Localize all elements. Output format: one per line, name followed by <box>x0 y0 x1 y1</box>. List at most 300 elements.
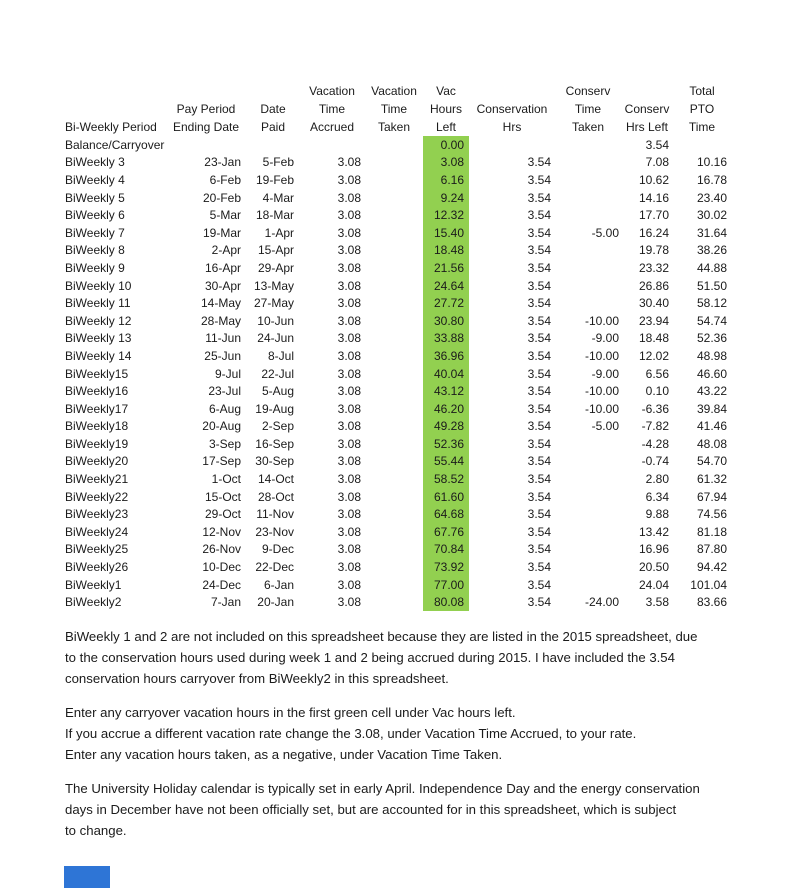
conserv-time-taken-cell <box>555 294 621 312</box>
biweekly-period-cell: BiWeekly 7 <box>65 225 125 240</box>
note-line: to change. <box>65 823 127 838</box>
conservation-hrs-cell: 3.54 <box>527 436 551 451</box>
conserv-hrs-left-cell: 23.94 <box>638 313 669 328</box>
date-paid-cell: 15-Apr <box>257 243 294 258</box>
vacation-time-taken-cell <box>365 171 423 189</box>
vac-hours-left-cell[interactable]: 58.52 <box>423 470 469 488</box>
table-row <box>65 576 731 594</box>
vacation-time-accrued-cell: 3.08 <box>337 296 361 311</box>
total-pto-time-cell: 30.02 <box>696 208 727 223</box>
vacation-time-accrued-cell: 3.08 <box>337 595 361 610</box>
biweekly-period-cell: BiWeekly26 <box>65 560 129 575</box>
header-cell: Left <box>435 120 456 134</box>
pay-period-ending-date-cell: 3-Sep <box>208 436 241 451</box>
biweekly-period-cell: BiWeekly 12 <box>65 313 132 328</box>
vacation-time-accrued-cell: 3.08 <box>337 348 361 363</box>
header-cell <box>65 82 165 100</box>
conserv-hrs-left-cell: 26.86 <box>638 278 669 293</box>
header-cell <box>165 82 247 100</box>
date-paid-cell: 16-Sep <box>255 436 294 451</box>
vac-hours-left-cell[interactable]: 70.84 <box>423 541 469 559</box>
conserv-time-taken-cell <box>555 259 621 277</box>
note-line: If you accrue a different vacation rate change the 3.08, under Vacation Time Accrued, to your rate. <box>65 726 637 741</box>
vac-hours-left-cell[interactable]: 21.56 <box>423 259 469 277</box>
vac-hours-left-cell[interactable]: 18.48 <box>423 242 469 260</box>
header-cell: Hrs Left <box>625 120 668 134</box>
vacation-time-taken-cell <box>365 330 423 348</box>
conserv-hrs-left-cell: -7.82 <box>641 419 669 434</box>
conserv-time-taken-cell <box>555 277 621 295</box>
header-cell: Conserv <box>565 84 611 98</box>
total-pto-time-cell: 38.26 <box>696 243 727 258</box>
date-paid-cell: 19-Aug <box>255 401 294 416</box>
header-cell: Ending Date <box>172 120 240 134</box>
conservation-hrs-cell <box>469 136 555 154</box>
vac-hours-left-cell[interactable]: 67.76 <box>423 523 469 541</box>
conserv-time-taken-cell <box>555 435 621 453</box>
pay-period-ending-date-cell: 17-Sep <box>202 454 241 469</box>
vac-hours-left-cell[interactable]: 33.88 <box>423 330 469 348</box>
conserv-hrs-left-cell: 30.40 <box>638 296 669 311</box>
vac-hours-left-cell[interactable]: 55.44 <box>423 453 469 471</box>
notes-paragraph-holiday-calendar <box>65 778 745 841</box>
total-pto-time-cell: 44.88 <box>696 260 727 275</box>
date-paid-cell: 27-May <box>253 296 294 311</box>
note-line: BiWeekly 1 and 2 are not included on this spreadsheet because they are listed in the 2015 spreadsheet, due <box>65 629 698 644</box>
vacation-time-taken-cell <box>365 224 423 242</box>
conserv-time-taken-cell <box>555 470 621 488</box>
header-cell <box>621 82 673 100</box>
table-row <box>65 453 731 471</box>
vacation-time-taken-cell <box>365 365 423 383</box>
conserv-time-taken-cell: -10.00 <box>584 313 619 328</box>
conserv-hrs-left-cell: 23.32 <box>638 260 669 275</box>
conserv-time-taken-cell: -10.00 <box>584 401 619 416</box>
vac-hours-left-cell[interactable]: 36.96 <box>423 347 469 365</box>
vacation-time-taken-cell <box>365 593 423 611</box>
notes-paragraph-carryover <box>65 626 745 689</box>
conserv-hrs-left-cell: 6.34 <box>645 489 669 504</box>
table-row <box>65 365 731 383</box>
vacation-time-accrued-cell: 3.08 <box>337 419 361 434</box>
date-paid-cell: 5-Feb <box>262 155 294 170</box>
vac-hours-left-cell[interactable]: 6.16 <box>423 171 469 189</box>
biweekly-period-cell: BiWeekly 9 <box>65 260 125 275</box>
vacation-time-taken-cell <box>365 470 423 488</box>
header-cell <box>247 82 299 100</box>
vacation-time-taken-cell <box>365 435 423 453</box>
table-row <box>65 136 731 154</box>
vac-hours-left-cell[interactable]: 80.08 <box>423 593 469 611</box>
conserv-time-taken-cell: -24.00 <box>584 595 619 610</box>
total-pto-time-cell: 87.80 <box>696 542 727 557</box>
header-row-1 <box>65 82 731 100</box>
vac-hours-left-cell[interactable]: 49.28 <box>423 418 469 436</box>
conserv-time-taken-cell <box>555 136 621 154</box>
biweekly-period-cell: BiWeekly 8 <box>65 243 125 258</box>
vacation-time-taken-cell <box>365 242 423 260</box>
date-paid-cell: 18-Mar <box>255 208 294 223</box>
table-row <box>65 189 731 207</box>
conserv-time-taken-cell <box>555 505 621 523</box>
pay-period-ending-date-cell: 28-May <box>200 313 241 328</box>
total-pto-time-cell: 48.98 <box>696 348 727 363</box>
table-row <box>65 488 731 506</box>
vac-hours-left-cell[interactable]: 64.68 <box>423 505 469 523</box>
vacation-time-accrued-cell: 3.08 <box>337 243 361 258</box>
biweekly-period-cell: BiWeekly21 <box>65 472 129 487</box>
note-line: to the conservation hours used during week 1 and 2 being accrued during 2015. I have included the 3.54 <box>65 650 675 665</box>
vacation-time-accrued-cell: 3.08 <box>337 472 361 487</box>
pay-period-ending-date-cell: 23-Jul <box>208 384 241 399</box>
pay-period-ending-date-cell: 11-Jun <box>205 331 241 346</box>
total-pto-time-cell: 52.36 <box>696 331 727 346</box>
pay-period-ending-date-cell <box>165 136 247 154</box>
vacation-time-taken-cell <box>365 294 423 312</box>
total-pto-time-cell: 41.46 <box>696 419 727 434</box>
vac-hours-left-cell[interactable]: 43.12 <box>423 382 469 400</box>
pay-period-ending-date-cell: 5-Mar <box>209 208 241 223</box>
conserv-hrs-left-cell: 0.10 <box>645 384 669 399</box>
table-row <box>65 347 731 365</box>
total-pto-time-cell: 94.42 <box>696 560 727 575</box>
pay-period-ending-date-cell: 23-Jan <box>204 155 241 170</box>
pay-period-ending-date-cell: 10-Dec <box>202 560 241 575</box>
conserv-time-taken-cell <box>555 558 621 576</box>
note-line: Enter any vacation hours taken, as a negative, under Vacation Time Taken. <box>65 747 503 762</box>
conserv-time-taken-cell: -9.00 <box>591 366 619 381</box>
vacation-time-taken-cell <box>365 558 423 576</box>
vac-hours-left-cell[interactable]: 40.04 <box>423 365 469 383</box>
conservation-hrs-cell: 3.54 <box>527 296 551 311</box>
conserv-hrs-left-cell: 17.70 <box>638 208 669 223</box>
conserv-hrs-left-cell: -4.28 <box>641 436 669 451</box>
header-cell: Time <box>688 120 716 134</box>
vacation-time-taken-cell <box>365 418 423 436</box>
vac-hours-left-cell[interactable]: 0.00 <box>423 136 469 154</box>
biweekly-period-cell: Balance/Carryover <box>65 137 165 152</box>
vacation-time-accrued-cell: 3.08 <box>337 560 361 575</box>
table-row <box>65 541 731 559</box>
conserv-hrs-left-cell: 9.88 <box>645 507 669 522</box>
header-cell: Time <box>380 102 408 116</box>
vacation-time-accrued-cell: 3.08 <box>337 577 361 592</box>
conservation-hrs-cell: 3.54 <box>527 278 551 293</box>
vac-hours-left-cell[interactable]: 15.40 <box>423 224 469 242</box>
table-row <box>65 382 731 400</box>
vacation-time-accrued-cell: 3.08 <box>337 313 361 328</box>
conservation-hrs-cell: 3.54 <box>527 243 551 258</box>
table-row <box>65 242 731 260</box>
pay-period-ending-date-cell: 1-Oct <box>211 472 241 487</box>
blue-tab-marker <box>64 866 110 888</box>
conserv-hrs-left-cell: 19.78 <box>638 243 669 258</box>
biweekly-period-cell: BiWeekly24 <box>65 524 129 539</box>
vacation-time-taken-cell <box>365 259 423 277</box>
header-cell: Vac <box>436 84 456 98</box>
vacation-time-accrued-cell: 3.08 <box>337 208 361 223</box>
table-row <box>65 435 731 453</box>
date-paid-cell: 28-Oct <box>257 489 294 504</box>
note-line: The University Holiday calendar is typically set in early April. Independence Day and the energy conservation <box>65 781 700 796</box>
vac-hours-left-cell[interactable]: 12.32 <box>423 206 469 224</box>
conserv-hrs-left-cell: -0.74 <box>641 454 669 469</box>
conservation-hrs-cell: 3.54 <box>527 172 551 187</box>
table-row <box>65 400 731 418</box>
conserv-time-taken-cell <box>555 576 621 594</box>
biweekly-period-cell: BiWeekly1 <box>65 577 122 592</box>
biweekly-period-cell: BiWeekly 13 <box>65 331 132 346</box>
conservation-hrs-cell: 3.54 <box>527 542 551 557</box>
date-paid-cell: 9-Dec <box>261 542 294 557</box>
header-cell: Hours <box>429 102 462 116</box>
header-cell: Taken <box>377 120 411 134</box>
note-line: Enter any carryover vacation hours in the first green cell under Vac hours left. <box>65 705 516 720</box>
header-cell: PTO <box>689 102 715 116</box>
biweekly-period-cell: BiWeekly2 <box>65 595 122 610</box>
pay-period-ending-date-cell: 19-Mar <box>202 225 241 240</box>
header-cell: Total <box>689 84 715 98</box>
date-paid-cell: 29-Apr <box>257 260 294 275</box>
date-paid-cell <box>247 136 299 154</box>
conservation-hrs-cell: 3.54 <box>527 331 551 346</box>
conserv-time-taken-cell: -10.00 <box>584 384 619 399</box>
conservation-hrs-cell: 3.54 <box>527 348 551 363</box>
table-header <box>65 82 731 136</box>
biweekly-period-cell: BiWeekly20 <box>65 454 129 469</box>
vacation-time-taken-cell <box>365 382 423 400</box>
biweekly-period-cell: BiWeekly23 <box>65 507 129 522</box>
table-row <box>65 505 731 523</box>
vacation-time-taken-cell <box>365 523 423 541</box>
header-row-3 <box>65 118 731 136</box>
date-paid-cell: 22-Dec <box>255 560 294 575</box>
vacation-time-accrued-cell: 3.08 <box>337 507 361 522</box>
vac-hours-left-cell[interactable]: 77.00 <box>423 576 469 594</box>
pay-period-ending-date-cell: 30-Apr <box>204 278 241 293</box>
date-paid-cell: 14-Oct <box>257 472 294 487</box>
total-pto-time-cell: 54.70 <box>696 454 727 469</box>
conserv-hrs-left-cell: 6.56 <box>645 366 669 381</box>
vacation-time-accrued-cell: 3.08 <box>337 454 361 469</box>
conservation-hrs-cell: 3.54 <box>527 489 551 504</box>
biweekly-period-cell: BiWeekly 11 <box>65 296 131 311</box>
date-paid-cell: 11-Nov <box>256 507 294 522</box>
total-pto-time-cell: 46.60 <box>696 366 727 381</box>
conserv-hrs-left-cell: 3.58 <box>645 595 669 610</box>
conserv-time-taken-cell <box>555 541 621 559</box>
header-cell: Time <box>574 102 602 116</box>
total-pto-time-cell: 43.22 <box>696 384 727 399</box>
conservation-hrs-cell: 3.54 <box>527 401 551 416</box>
header-cell: Taken <box>571 120 605 134</box>
date-paid-cell: 1-Apr <box>264 225 294 240</box>
biweekly-period-cell: BiWeekly 10 <box>65 278 132 293</box>
vac-hours-left-cell[interactable]: 73.92 <box>423 558 469 576</box>
conserv-time-taken-cell: -5.00 <box>591 225 619 240</box>
notes-paragraph-instructions <box>65 702 745 765</box>
vac-hours-left-cell[interactable]: 46.20 <box>423 400 469 418</box>
pay-period-ending-date-cell: 25-Jun <box>204 348 241 363</box>
conserv-hrs-left-cell: 12.02 <box>638 348 669 363</box>
vacation-time-taken-cell <box>365 505 423 523</box>
header-row-2 <box>65 100 731 118</box>
table-body <box>65 136 731 611</box>
biweekly-period-cell: BiWeekly25 <box>65 542 129 557</box>
conservation-hrs-cell: 3.54 <box>527 454 551 469</box>
conserv-hrs-left-cell: 24.04 <box>638 577 669 592</box>
conserv-hrs-left-cell: 3.54 <box>645 137 669 152</box>
table-row <box>65 470 731 488</box>
table-row <box>65 259 731 277</box>
total-pto-time-cell: 67.94 <box>696 489 727 504</box>
header-cell: Pay Period <box>176 102 236 116</box>
vacation-time-accrued-cell: 3.08 <box>337 260 361 275</box>
vacation-time-accrued-cell: 3.08 <box>337 524 361 539</box>
header-cell: Hrs <box>502 120 522 134</box>
pay-period-ending-date-cell: 16-Apr <box>204 260 241 275</box>
conserv-time-taken-cell <box>555 453 621 471</box>
date-paid-cell: 13-May <box>253 278 294 293</box>
table-row <box>65 523 731 541</box>
total-pto-time-cell: 39.84 <box>696 401 727 416</box>
conserv-hrs-left-cell: 7.08 <box>645 155 669 170</box>
table-row <box>65 171 731 189</box>
conserv-hrs-left-cell: -6.36 <box>641 401 669 416</box>
total-pto-time-cell: 48.08 <box>696 436 727 451</box>
conservation-hrs-cell: 3.54 <box>527 507 551 522</box>
conserv-time-taken-cell <box>555 154 621 172</box>
vac-hours-left-cell[interactable]: 61.60 <box>423 488 469 506</box>
header-cell: Accrued <box>309 120 355 134</box>
total-pto-time-cell: 51.50 <box>696 278 727 293</box>
vac-hours-left-cell[interactable]: 24.64 <box>423 277 469 295</box>
vacation-time-taken-cell <box>365 154 423 172</box>
conserv-time-taken-cell <box>555 171 621 189</box>
conserv-hrs-left-cell: 18.48 <box>638 331 669 346</box>
vacation-time-accrued-cell: 3.08 <box>337 366 361 381</box>
vacation-time-accrued-cell: 3.08 <box>337 225 361 240</box>
biweekly-period-cell: BiWeekly 6 <box>65 208 125 223</box>
biweekly-period-cell: BiWeekly 14 <box>65 348 132 363</box>
conservation-hrs-cell: 3.54 <box>527 366 551 381</box>
pay-period-ending-date-cell: 29-Oct <box>204 507 241 522</box>
conserv-time-taken-cell: -10.00 <box>584 348 619 363</box>
pay-period-ending-date-cell: 26-Nov <box>202 542 241 557</box>
header-cell: Paid <box>260 120 286 134</box>
table-row <box>65 312 731 330</box>
note-line: days in December have not been officially set, but are accounted for in this spreadsheet, which is subject <box>65 802 677 817</box>
conserv-time-taken-cell <box>555 189 621 207</box>
conserv-hrs-left-cell: 10.62 <box>638 172 669 187</box>
conservation-hrs-cell: 3.54 <box>527 595 551 610</box>
pto-tracking-table <box>65 82 731 611</box>
pay-period-ending-date-cell: 24-Dec <box>202 577 241 592</box>
conservation-hrs-cell: 3.54 <box>527 155 551 170</box>
vacation-time-taken-cell <box>365 576 423 594</box>
conservation-hrs-cell: 3.54 <box>527 419 551 434</box>
date-paid-cell: 6-Jan <box>263 577 294 592</box>
vacation-time-accrued-cell: 3.08 <box>337 401 361 416</box>
conserv-hrs-left-cell: 2.80 <box>645 472 669 487</box>
conserv-hrs-left-cell: 16.24 <box>638 225 669 240</box>
vacation-time-accrued-cell: 3.08 <box>337 436 361 451</box>
total-pto-time-cell: 101.04 <box>690 577 727 592</box>
biweekly-period-cell: BiWeekly 5 <box>65 190 125 205</box>
pay-period-ending-date-cell: 7-Jan <box>210 595 241 610</box>
pay-period-ending-date-cell: 6-Feb <box>209 172 241 187</box>
vacation-time-taken-cell <box>365 189 423 207</box>
pay-period-ending-date-cell: 20-Feb <box>202 190 241 205</box>
total-pto-time-cell: 81.18 <box>696 524 727 539</box>
vacation-time-taken-cell <box>365 136 423 154</box>
conserv-hrs-left-cell: 13.42 <box>638 524 669 539</box>
table-row <box>65 154 731 172</box>
vacation-time-taken-cell <box>365 400 423 418</box>
header-cell: Vacation <box>309 84 355 98</box>
vacation-time-accrued-cell: 3.08 <box>337 190 361 205</box>
vacation-time-accrued-cell: 3.08 <box>337 172 361 187</box>
biweekly-period-cell: BiWeekly17 <box>65 401 129 416</box>
conserv-time-taken-cell <box>555 488 621 506</box>
vacation-time-taken-cell <box>365 206 423 224</box>
date-paid-cell: 24-Jun <box>257 331 294 346</box>
date-paid-cell: 8-Jul <box>267 348 294 363</box>
conserv-hrs-left-cell: 20.50 <box>638 560 669 575</box>
vacation-time-accrued-cell: 3.08 <box>337 155 361 170</box>
header-cell: Bi-Weekly Period <box>65 120 157 134</box>
total-pto-time-cell: 23.40 <box>696 190 727 205</box>
vacation-time-taken-cell <box>365 541 423 559</box>
conservation-hrs-cell: 3.54 <box>527 577 551 592</box>
vac-hours-left-cell[interactable]: 3.08 <box>423 154 469 172</box>
conserv-time-taken-cell: -5.00 <box>591 419 619 434</box>
header-cell <box>65 100 165 118</box>
date-paid-cell: 22-Jul <box>261 366 294 381</box>
vacation-time-taken-cell <box>365 277 423 295</box>
total-pto-time-cell: 54.74 <box>696 313 727 328</box>
date-paid-cell: 4-Mar <box>262 190 294 205</box>
biweekly-period-cell: BiWeekly22 <box>65 489 129 504</box>
vac-hours-left-cell[interactable]: 30.80 <box>423 312 469 330</box>
vacation-time-taken-cell <box>365 488 423 506</box>
vac-hours-left-cell[interactable]: 9.24 <box>423 189 469 207</box>
biweekly-period-cell: BiWeekly 4 <box>65 172 125 187</box>
conservation-hrs-cell: 3.54 <box>527 225 551 240</box>
table-row <box>65 206 731 224</box>
vacation-time-taken-cell <box>365 347 423 365</box>
vacation-time-accrued-cell: 3.08 <box>337 384 361 399</box>
vac-hours-left-cell[interactable]: 52.36 <box>423 435 469 453</box>
date-paid-cell: 2-Sep <box>261 419 294 434</box>
header-cell: Date <box>260 102 286 116</box>
table-row <box>65 593 731 611</box>
note-line: conservation hours carryover from BiWeekly2 in this spreadsheet. <box>65 671 449 686</box>
vacation-time-accrued-cell: 3.08 <box>337 542 361 557</box>
notes-section <box>65 626 745 854</box>
table-row <box>65 558 731 576</box>
header-cell: Vacation <box>371 84 417 98</box>
table-row <box>65 277 731 295</box>
vac-hours-left-cell[interactable]: 27.72 <box>423 294 469 312</box>
biweekly-period-cell: BiWeekly 3 <box>65 155 125 170</box>
conserv-hrs-left-cell: 14.16 <box>638 190 669 205</box>
conserv-time-taken-cell: -9.00 <box>591 331 619 346</box>
total-pto-time-cell: 74.56 <box>696 507 727 522</box>
header-cell: Conservation <box>476 102 548 116</box>
total-pto-time-cell: 58.12 <box>696 296 727 311</box>
pay-period-ending-date-cell: 6-Aug <box>208 401 241 416</box>
